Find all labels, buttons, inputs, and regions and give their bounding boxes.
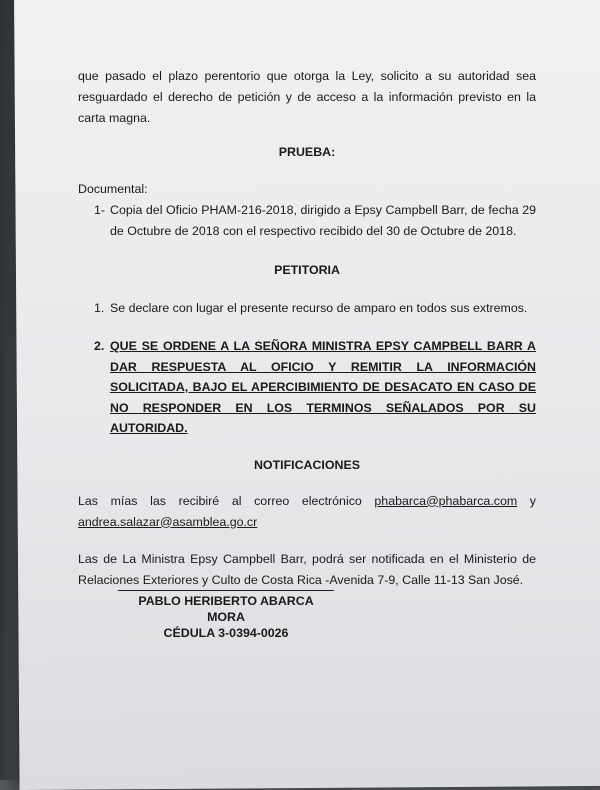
petitoria-heading: PETITORIA (274, 263, 340, 277)
notificaciones-heading: NOTIFICACIONES (253, 457, 360, 472)
word: electrónico (301, 493, 362, 508)
signature-id: CÉDULA 3-0394-0026 (163, 626, 289, 640)
list-item-number: 1- (94, 203, 106, 217)
word: correo (254, 493, 290, 508)
documental-label: Documental: (78, 182, 148, 196)
list-item-text: Se declare con lugar el presente recurso de amparo en todos sus extremos. (110, 301, 528, 315)
signature-name: PABLO HERIBERTO ABARCA MORA (138, 594, 314, 624)
list-item-number: 1. (94, 301, 105, 315)
notification-paragraph-2: Las de La Ministra Epsy Campbell Barr, podrá ser notificada en el Ministerio de Relaciones Exteriores y Culto de Costa Rica -Avenida 7-9, Calle 11-13 San José. (78, 551, 536, 587)
email-link-2[interactable]: andrea.salazar@asamblea.go.cr (78, 514, 258, 529)
list-item (78, 298, 536, 319)
signature-block (118, 590, 334, 641)
list-item (78, 336, 536, 439)
prueba-heading: PRUEBA: (278, 145, 336, 159)
conjunction: y (529, 493, 536, 508)
list-item-number: 2. (94, 339, 105, 353)
list-item-text: QUE SE ORDENE A LA SEÑORA MINISTRA EPSY CAMPBELL BARR A DAR RESPUESTA AL OFICIO Y REMITIR LA INFORMACIÓN SOLICITADA, BAJO EL APERCIBIMIENTO DE DESACATO EN CASO DE NO RESPONDER EN LOS TERMINOS SEÑALADOS POR SU AUTORIDAD. (110, 339, 536, 435)
word: las (150, 493, 166, 508)
petitoria-list (78, 298, 536, 439)
prueba-list (78, 200, 536, 242)
word: recibiré (178, 493, 220, 508)
email-link-1[interactable]: phabarca@phabarca.com (374, 493, 518, 508)
notification-line-2 (78, 512, 536, 533)
word: Las (78, 493, 98, 508)
notification-email-paragraph (78, 491, 536, 533)
notification-line-1 (78, 491, 536, 512)
list-item-text: Copia del Oficio PHAM-216-2018, dirigido a Epsy Campbell Barr, de fecha 29 de Octubre de 2018 con el respectivo recibido del 30 de Octubre de 2018. (110, 203, 536, 238)
document-body (78, 64, 536, 591)
intro-paragraph: que pasado el plazo perentorio que otorga la Ley, solicito a su autoridad sea resguardado el derecho de petición y de acceso a la información previsto en la carta magna. (78, 69, 536, 125)
list-item (78, 200, 536, 242)
word: al (231, 493, 242, 508)
signature-line (118, 590, 334, 591)
word: mías (110, 493, 138, 508)
